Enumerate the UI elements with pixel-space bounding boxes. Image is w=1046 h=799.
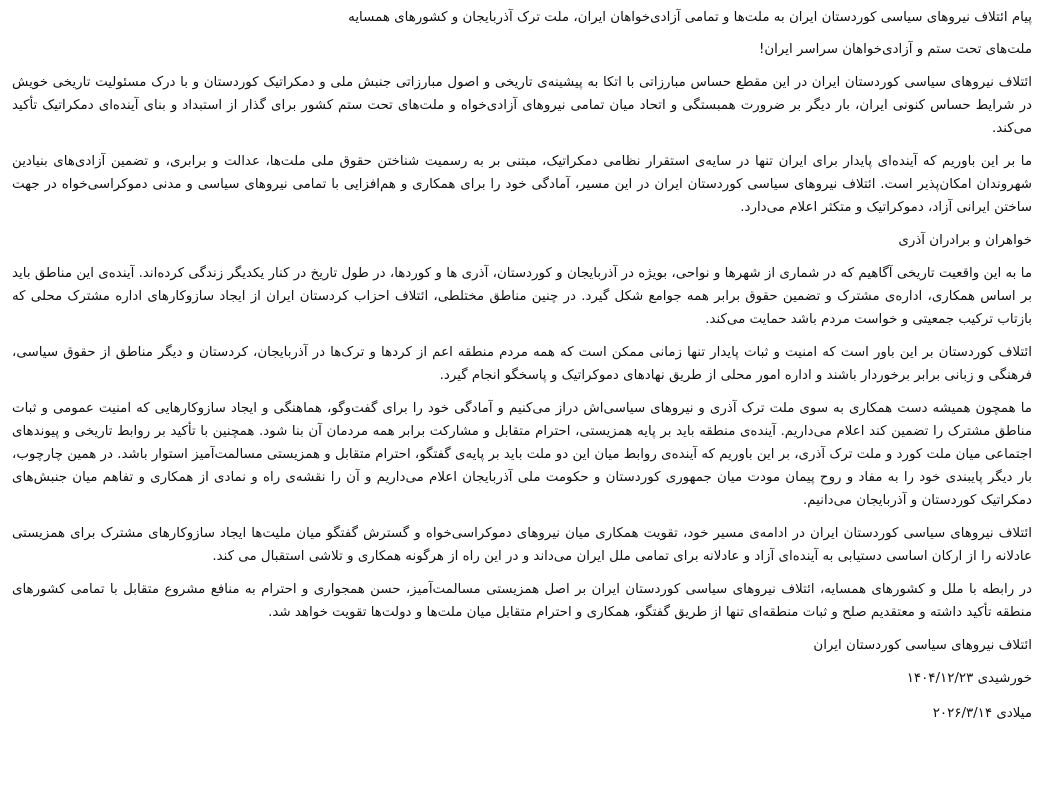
paragraph-belief: ما بر این باوریم که آینده‌ای پایدار برای ایران تنها در سایه‌ی استقرار نظامی دمکراتیک، مبتنی بر به رسمیت شناختن حقوق ملی ملت‌ها، عدالت و برابری، و تضمین آزادی‌های بنیادین شهروندان امکان‌پذیر است. ائتلاف نیروهای سیاسی کوردستان ایران در این مسیر، آمادگی خود را برای همکاری و هم‌افزایی با تمامی نیروهای سیاسی و مدنی دموکراسی‌خواه در جهت ساختن ایرانی آزاد، دموکراتیک و متکثر اعلام می‌دارد. bbox=[12, 154, 1032, 215]
date-gregorian-value: ۲۰۲۶/۳/۱۴ bbox=[932, 706, 993, 721]
salutation: ملت‌های تحت ستم و آزادی‌خواهان سراسر ایران! bbox=[758, 42, 1032, 57]
date-solar-value: ۱۴۰۴/۱۲/۲۳ bbox=[906, 671, 974, 686]
subheading-azeri: خواهران و برادران آذری bbox=[898, 233, 1032, 248]
paragraph-cooperation: ما همچون همیشه دست همکاری به سوی ملت ترک آذری و نیروهای سیاسی‌اش دراز می‌کنیم و آمادگی خود را برای گفت‌وگو، هماهنگی و ایجاد سازوکارهایی که امنیت عمومی و ثبات مناطق مشترک را تضمین کند اعلام می‌داریم. آینده‌ی منطقه باید بر پایه همزیستی، احترام متقابل و مشارکت برابر همه مردمان آن بنا شود. همچنین با تأکید بر روابط تاریخی و پیوندهای اجتماعی میان ملت کورد و ملت ترک آذری، بر این باوریم که آینده‌ی روابط میان این دو ملت باید بر پایه‌ی گفتگو، احترام متقابل و همزیستی مسالمت‌آمیز استوار باشد. در همین چارچوب، بار دیگر پایبندی خود را به مفاد و روح پیمان مودت میان جمهوری کوردستان و حکومت ملی آذربایجان اعلام می‌داریم و آن را نقشه‌ی راه و نمادی از همکاری و تفاهم میان جنبش‌های دمکراتیک کوردستان و آذربایجان می‌دانیم. bbox=[12, 401, 1032, 508]
date-solar bbox=[12, 667, 1032, 690]
paragraph-neighbors: در رابطه با ملل و کشورهای همسایه، ائتلاف نیروهای سیاسی کوردستان ایران بر اصل همزیستی مسالمت‌آمیز، حسن همجواری و احترام به منافع مشروع متقابل با تمامی کشورهای منطقه تأکید داشته و معتقدیم صلح و ثبات منطقه‌ای تنها از طریق گفتگو، همکاری و احترام متقابل میان ملت‌ها و دولت‌ها تقویت خواهد شد. bbox=[12, 582, 1032, 620]
document-title: پیام ائتلاف نیروهای سیاسی کوردستان ایران به ملت‌ها و تمامی آزادی‌خواهان ایران، ملت ترک آذربایجان و کشورهای همسایه bbox=[348, 10, 1032, 25]
paragraph-shared-regions: ما به این واقعیت تاریخی آگاهیم که در شماری از شهرها و نواحی، بویژه در آذربایجان و کوردستان، آذری ها و کوردها، در طول تاریخ در کنار یکدیگر زندگی کرده‌اند. آینده‌ی این مناطق باید بر اساس همکاری، اداره‌ی مشترک و تضمین حقوق برابر همه جوامع شکل گیرد. در چنین مناطق مختلطی، ائتلاف احزاب کردستان ایران از ایجاد سازوکارهای اداره مشترک محلی که بازتاب ترکیب جمعیتی و خواست مردم باشد حمایت می‌کند. bbox=[12, 266, 1032, 327]
date-gregorian bbox=[12, 702, 1032, 725]
date-gregorian-label: میلادی bbox=[996, 706, 1032, 721]
signature: ائتلاف نیروهای سیاسی کوردستان ایران bbox=[813, 638, 1032, 653]
date-solar-label: خورشیدی bbox=[977, 671, 1032, 686]
paragraph-intro: ائتلاف نیروهای سیاسی کوردستان ایران در این مقطع حساس مبارزاتی با اتکا به پیشینه‌ی تاریخی و اصول مبارزاتی جنبش ملی و دمکراتیک کوردستان و با درک مسئولیت تاریخی خویش در شرایط حساس کنونی ایران، بار دیگر بر ضرورت همبستگی و اتحاد میان تمامی نیروهای آزادی‌خواه و ملت‌های تحت ستم کشور برای گذار از استبداد و بنای آینده‌ای دمکراتیک تأکید می‌کند. bbox=[12, 75, 1032, 136]
paragraph-coexistence: ائتلاف نیروهای سیاسی کوردستان ایران در ادامه‌ی مسیر خود، تقویت همکاری میان نیروهای دموکراسی‌خواه و گسترش گفتگو میان ملیت‌ها ایجاد سازوکارهای مشترک برای همزیستی عادلانه را از ارکان اساسی دستیابی به آینده‌ای آزاد و عادلانه برای تمامی ملل ایران می‌داند و در این راه از هرگونه همکاری و تلاشی استقبال می کند. bbox=[12, 526, 1032, 564]
paragraph-security: ائتلاف کوردستان بر این باور است که امنیت و ثبات پایدار تنها زمانی ممکن است که همه مردم منطقه اعم از کردها و ترک‌ها در آذربایجان، کردستان و دیگر مناطق از حقوق سیاسی، فرهنگی و زبانی برابر برخوردار باشند و اداره امور محلی از طریق نهادهای دموکراتیک و پاسخگو انجام گیرد. bbox=[12, 345, 1032, 383]
